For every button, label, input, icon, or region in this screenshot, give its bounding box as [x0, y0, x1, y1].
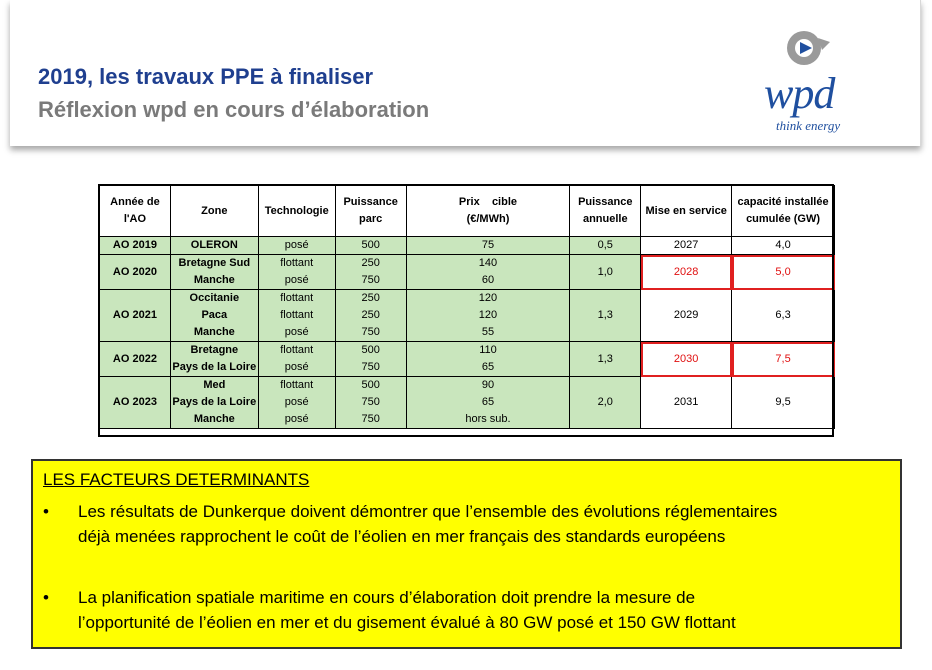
slide-header [10, 0, 921, 146]
cell-zone-line: Pays de la Loire [172, 361, 257, 373]
cell-zone-line: Med [203, 379, 226, 391]
table-row [100, 342, 835, 377]
cell-annuelle: 0,5 [570, 237, 641, 255]
cell-capacite: 9,5 [732, 377, 835, 429]
cell-prix-line: 120 [478, 292, 498, 304]
cell-zone-line: OLERON [190, 239, 238, 251]
cell-capacite: 5,0 [732, 255, 835, 290]
cell-prix-line: 60 [481, 274, 495, 286]
cell-prix-line: hors sub. [465, 413, 511, 425]
cell-puissance-line: 750 [361, 396, 380, 408]
cell-mise-en-service: 2031 [641, 377, 732, 429]
cell-puissance-line: 500 [361, 379, 380, 391]
cell-prix-line: 65 [481, 396, 495, 408]
cell-technologie-line: flottant [280, 379, 314, 391]
cell-puissance [335, 377, 406, 429]
cell-technologie-line: flottant [280, 344, 314, 356]
cell-zone-line: Manche [193, 413, 235, 425]
header-puissance-parc: Puissance parc [335, 186, 406, 237]
table-row [100, 255, 835, 290]
cell-puissance-line: 750 [361, 413, 380, 425]
factors-box [31, 459, 902, 649]
cell-mise-en-service: 2029 [641, 290, 732, 342]
factor-item-2 [78, 585, 898, 635]
cell-prix-line: 110 [479, 344, 497, 356]
cell-technologie-line: posé [284, 396, 309, 408]
cell-prix-line: 75 [481, 239, 495, 251]
cell-prix [406, 255, 570, 290]
factor-item-1-line2: déjà menées rapprochent le coût de l’éolien en mer français des standards européens [78, 527, 726, 546]
factors-title: LES FACTEURS DETERMINANTS [43, 470, 310, 489]
bullet-marker: • [43, 502, 49, 521]
cell-capacite: 6,3 [732, 290, 835, 342]
cell-prix-line: 120 [478, 309, 498, 321]
cell-technologie-line: flottant [280, 257, 314, 269]
cell-puissance-line: 250 [361, 257, 380, 269]
cell-zone-line: Bretagne Sud [178, 257, 251, 269]
logo-tagline: think energy [776, 118, 841, 133]
factor-item-2-line2: l’opportunité de l’éolien en mer et du gisement évalué à 80 GW posé et 150 GW flottant [78, 613, 736, 632]
cell-technologie-line: posé [284, 361, 309, 373]
cell-zone [170, 342, 258, 377]
cell-puissance-line: 750 [361, 274, 380, 286]
table-row [100, 290, 835, 342]
cell-technologie [258, 255, 335, 290]
cell-zone-line: Occitanie [189, 292, 240, 304]
factor-item-1 [78, 499, 898, 549]
slide-title: 2019, les travaux PPE à finaliser [38, 64, 374, 89]
cell-capacite: 4,0 [732, 237, 835, 255]
table-header-row [100, 186, 835, 237]
cell-puissance-line: 250 [361, 292, 380, 304]
cell-prix [406, 377, 570, 429]
cell-ao: AO 2019 [100, 237, 171, 255]
cell-zone [170, 237, 258, 255]
table-row [100, 377, 835, 429]
factor-item-2-line1: La planification spatiale maritime en cours d’élaboration doit prendre la mesure de [78, 588, 696, 607]
cell-puissance-line: 500 [361, 344, 380, 356]
cell-prix-line: 55 [481, 326, 495, 338]
header-annee: Année de l'AO [100, 186, 171, 237]
cell-zone [170, 255, 258, 290]
cell-puissance-line: 750 [361, 326, 380, 338]
cell-zone [170, 290, 258, 342]
bullet-marker: • [43, 588, 49, 607]
cell-zone-line: Manche [193, 326, 235, 338]
cell-zone [170, 377, 258, 429]
cell-mise-en-service: 2030 [641, 342, 732, 377]
header-zone: Zone [170, 186, 258, 237]
cell-technologie [258, 290, 335, 342]
cell-puissance [335, 255, 406, 290]
cell-annuelle: 1,3 [570, 290, 641, 342]
cell-prix-line: 140 [478, 257, 498, 269]
cell-prix-line: 65 [481, 361, 495, 373]
cell-zone-line: Bretagne [190, 344, 239, 356]
cell-ao: AO 2023 [100, 377, 171, 429]
logo-wordmark: wpd [764, 69, 835, 118]
header-capacite: capacité installée cumulée (GW) [732, 186, 835, 237]
cell-prix [406, 237, 570, 255]
cell-zone-line: Pays de la Loire [172, 396, 257, 408]
cell-ao: AO 2022 [100, 342, 171, 377]
cell-technologie [258, 237, 335, 255]
cell-capacite: 7,5 [732, 342, 835, 377]
slide-subtitle: Réflexion wpd en cours d’élaboration [38, 97, 430, 122]
header-prix-cible: Prix cible (€/MWh) [406, 186, 570, 237]
cell-puissance [335, 290, 406, 342]
cell-technologie-line: posé [284, 326, 309, 338]
table-row [100, 237, 835, 255]
cell-puissance [335, 237, 406, 255]
cell-technologie-line: posé [284, 413, 309, 425]
cell-mise-en-service: 2028 [641, 255, 732, 290]
cell-zone-line: Manche [193, 274, 235, 286]
cell-puissance-line: 500 [361, 239, 380, 251]
ppe-table [99, 185, 835, 429]
cell-annuelle: 1,3 [570, 342, 641, 377]
cell-technologie [258, 342, 335, 377]
header-mise-en-service: Mise en service [641, 186, 732, 237]
factor-item-1-line1: Les résultats de Dunkerque doivent démontrer que l’ensemble des évolutions réglementaires [78, 502, 778, 521]
cell-annuelle: 2,0 [570, 377, 641, 429]
cell-puissance-line: 250 [361, 309, 380, 321]
cell-ao: AO 2020 [100, 255, 171, 290]
header-puissance-annuelle: Puissance annuelle [570, 186, 641, 237]
cell-technologie-line: posé [284, 274, 309, 286]
cell-mise-en-service: 2027 [641, 237, 732, 255]
cell-technologie [258, 377, 335, 429]
wpd-logo [750, 28, 900, 138]
cell-technologie-line: flottant [280, 292, 314, 304]
cell-prix-line: 90 [481, 379, 495, 391]
cell-technologie-line: flottant [280, 309, 314, 321]
cell-prix [406, 290, 570, 342]
header-technologie: Technologie [258, 186, 335, 237]
cell-annuelle: 1,0 [570, 255, 641, 290]
cell-ao: AO 2021 [100, 290, 171, 342]
cell-puissance [335, 342, 406, 377]
cell-puissance-line: 750 [361, 361, 380, 373]
cell-prix [406, 342, 570, 377]
cell-technologie-line: posé [284, 239, 309, 251]
cell-zone-line: Paca [201, 309, 228, 321]
